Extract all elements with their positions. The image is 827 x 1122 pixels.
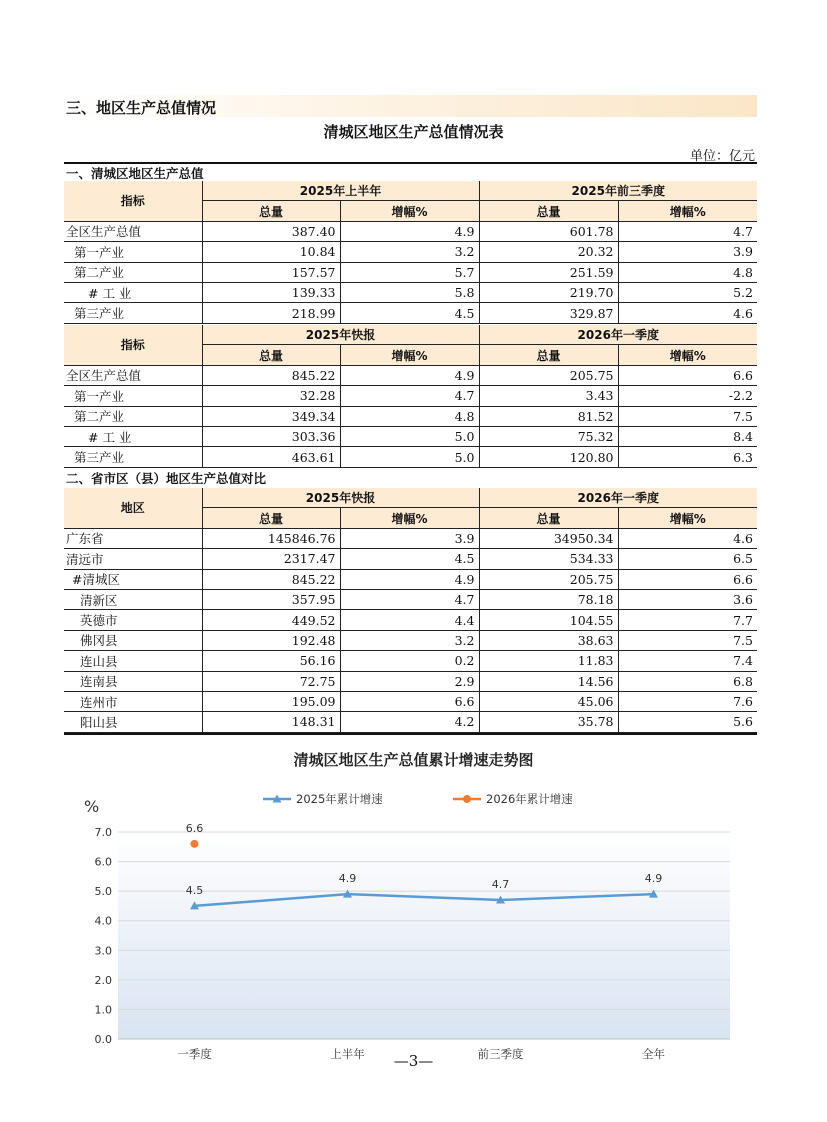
cell-a-total: 192.48: [202, 630, 340, 650]
cell-a-total: 157.57: [202, 262, 340, 282]
row-label: # 工 业: [64, 282, 202, 302]
cell-a-growth: 4.5: [340, 549, 479, 569]
y-axis-label: %: [84, 797, 100, 816]
data-label: 4.9: [338, 872, 357, 886]
cell-a-total: 72.75: [202, 671, 340, 691]
y-tick-label: 0.0: [94, 1033, 112, 1046]
cell-b-growth: 4.6: [618, 528, 757, 548]
row-label: 第一产业: [64, 242, 202, 262]
row-label: 第二产业: [64, 262, 202, 282]
cell-a-total: 56.16: [202, 651, 340, 671]
cell-a-total: 845.22: [202, 569, 340, 589]
table-row: [64, 671, 757, 691]
header-growth: 增幅%: [340, 508, 479, 528]
row-label: 佛冈县: [64, 630, 202, 650]
cell-b-growth: 6.8: [618, 671, 757, 691]
row-label: 阳山县: [64, 712, 202, 732]
cell-b-growth: 4.8: [618, 262, 757, 282]
table-title: 清城区地区生产总值情况表: [323, 123, 504, 141]
cell-a-total: 349.34: [202, 406, 340, 426]
section-title: 三、地区生产总值情况: [66, 99, 217, 117]
header-growth: 增幅%: [340, 201, 479, 221]
header-growth: 增幅%: [340, 345, 479, 365]
cell-b-total: 329.87: [479, 303, 618, 323]
cell-a-growth: 5.0: [340, 447, 479, 467]
table-header-row: [64, 325, 757, 345]
cell-b-growth: 3.9: [618, 242, 757, 262]
region-comparison-table: [64, 488, 757, 733]
cell-b-total: 75.32: [479, 426, 618, 446]
cell-a-total: 145846.76: [202, 528, 340, 548]
legend-marker: [463, 795, 471, 803]
data-label: 4.9: [644, 872, 663, 886]
cell-a-growth: 5.8: [340, 282, 479, 302]
x-tick-label: 前三季度: [477, 1047, 524, 1061]
table-row: [64, 569, 757, 589]
cell-a-total: 449.52: [202, 610, 340, 630]
cell-a-growth: 4.9: [340, 365, 479, 385]
row-label: 第三产业: [64, 447, 202, 467]
row-label: 连南县: [64, 671, 202, 691]
table-row: [64, 303, 757, 323]
cell-b-growth: 7.6: [618, 691, 757, 711]
header-period-b: 2026年一季度: [479, 325, 757, 345]
cell-b-total: 120.80: [479, 447, 618, 467]
y-tick-label: 6.0: [94, 855, 112, 869]
header-period-a: 2025年上半年: [202, 181, 479, 201]
cell-b-total: 14.56: [479, 671, 618, 691]
table-row: [64, 528, 757, 548]
header-index: 指标: [64, 325, 202, 365]
y-tick-label: 4.0: [94, 914, 112, 928]
cell-b-growth: 6.5: [618, 549, 757, 569]
table-header-row: [64, 181, 757, 201]
cell-a-total: 148.31: [202, 712, 340, 732]
gdp-table-block1: [64, 181, 757, 324]
table-row: [64, 282, 757, 302]
page-number: —3—: [393, 1052, 434, 1070]
header-total: 总量: [202, 508, 340, 528]
table-row: [64, 549, 757, 569]
header-total: 总量: [202, 345, 340, 365]
header-index: 指标: [64, 181, 202, 221]
cell-b-growth: 6.3: [618, 447, 757, 467]
cell-b-total: 205.75: [479, 569, 618, 589]
cell-b-growth: 4.6: [618, 303, 757, 323]
cell-b-growth: 7.5: [618, 406, 757, 426]
part1-title: 一、清城区地区生产总值: [66, 166, 204, 181]
cell-b-growth: 5.2: [618, 282, 757, 302]
cell-a-growth: 3.2: [340, 242, 479, 262]
cell-a-total: 387.40: [202, 221, 340, 241]
header-period-a: 2025年快报: [202, 325, 479, 345]
data-label: 4.5: [185, 883, 204, 897]
table-row: [64, 589, 757, 609]
cell-b-growth: 6.6: [618, 569, 757, 589]
x-tick-label: 上半年: [330, 1047, 365, 1061]
cell-a-growth: 4.9: [340, 569, 479, 589]
legend-entry: 2025年累计增速: [296, 792, 383, 806]
row-label: 连州市: [64, 691, 202, 711]
plot-area: [118, 832, 730, 1039]
rule-bottom: [64, 733, 757, 735]
cell-b-growth: 7.4: [618, 651, 757, 671]
cell-a-total: 218.99: [202, 303, 340, 323]
row-label: 广东省: [64, 528, 202, 548]
table-row: [64, 610, 757, 630]
row-label: 全区生产总值: [64, 365, 202, 385]
row-label: 第三产业: [64, 303, 202, 323]
cell-b-growth: 4.7: [618, 221, 757, 241]
row-label: #清城区: [64, 569, 202, 589]
data-label: 6.6: [185, 821, 204, 835]
row-label: 清新区: [64, 589, 202, 609]
cell-a-total: 195.09: [202, 691, 340, 711]
cell-b-total: 205.75: [479, 365, 618, 385]
row-label: 全区生产总值: [64, 221, 202, 241]
table-row: [64, 221, 757, 241]
cell-b-total: 251.59: [479, 262, 618, 282]
cell-b-total: 34950.34: [479, 528, 618, 548]
cell-b-growth: 8.4: [618, 426, 757, 446]
row-label: 英德市: [64, 610, 202, 630]
cell-a-growth: 4.7: [340, 589, 479, 609]
unit-label: 单位：亿元: [689, 149, 755, 164]
cell-a-total: 139.33: [202, 282, 340, 302]
cell-a-growth: 4.8: [340, 406, 479, 426]
header-period-b: 2025年前三季度: [479, 181, 757, 201]
cell-a-growth: 0.2: [340, 651, 479, 671]
y-tick-label: 7.0: [94, 826, 112, 839]
table-row: [64, 365, 757, 385]
chart-title: 清城区地区生产总值累计增速走势图: [293, 751, 534, 769]
table-row: [64, 712, 757, 732]
cell-b-growth: 5.6: [618, 712, 757, 732]
cell-a-growth: 4.4: [340, 610, 479, 630]
y-tick-label: 2.0: [94, 973, 112, 987]
cell-b-total: 20.32: [479, 242, 618, 262]
cell-b-total: 534.33: [479, 549, 618, 569]
table-row: [64, 262, 757, 282]
cell-a-total: 357.95: [202, 589, 340, 609]
cell-b-total: 78.18: [479, 589, 618, 609]
cell-a-growth: 3.2: [340, 630, 479, 650]
cell-b-growth: -2.2: [618, 386, 757, 406]
data-label: 4.7: [491, 878, 510, 892]
cell-a-total: 303.36: [202, 426, 340, 446]
cell-a-growth: 5.7: [340, 262, 479, 282]
cell-a-growth: 3.9: [340, 528, 479, 548]
cell-b-total: 601.78: [479, 221, 618, 241]
header-period-a: 2025年快报: [202, 488, 479, 508]
table-row: [64, 242, 757, 262]
cell-b-total: 45.06: [479, 691, 618, 711]
header-total: 总量: [479, 345, 618, 365]
table-header-row: [64, 488, 757, 508]
table-row: [64, 406, 757, 426]
cell-b-total: 35.78: [479, 712, 618, 732]
header-total: 总量: [202, 201, 340, 221]
x-tick-label: 全年: [642, 1047, 665, 1061]
growth-trend-chart: [60, 780, 750, 1061]
cell-a-growth: 4.7: [340, 386, 479, 406]
row-label: 第一产业: [64, 386, 202, 406]
cell-a-total: 32.28: [202, 386, 340, 406]
header-growth: 增幅%: [618, 201, 757, 221]
header-growth: 增幅%: [618, 508, 757, 528]
header-growth: 增幅%: [618, 345, 757, 365]
y-tick-label: 5.0: [94, 885, 112, 899]
cell-b-total: 3.43: [479, 386, 618, 406]
table-row: [64, 630, 757, 650]
cell-b-total: 219.70: [479, 282, 618, 302]
y-tick-label: 3.0: [94, 944, 112, 958]
cell-a-growth: 2.9: [340, 671, 479, 691]
table-row: [64, 386, 757, 406]
cell-b-total: 81.52: [479, 406, 618, 426]
cell-a-growth: 4.9: [340, 221, 479, 241]
data-point: [191, 840, 199, 848]
row-label: 清远市: [64, 549, 202, 569]
cell-a-total: 10.84: [202, 242, 340, 262]
cell-a-total: 463.61: [202, 447, 340, 467]
legend-entry: 2026年累计增速: [486, 792, 573, 806]
header-total: 总量: [479, 201, 618, 221]
cell-b-growth: 3.6: [618, 589, 757, 609]
cell-a-total: 2317.47: [202, 549, 340, 569]
header-period-b: 2026年一季度: [479, 488, 757, 508]
table-row: [64, 426, 757, 446]
header-total: 总量: [479, 508, 618, 528]
cell-a-total: 845.22: [202, 365, 340, 385]
row-label: 连山县: [64, 651, 202, 671]
y-tick-label: 1.0: [94, 1003, 112, 1017]
cell-a-growth: 4.2: [340, 712, 479, 732]
cell-b-total: 11.83: [479, 651, 618, 671]
table-row: [64, 447, 757, 467]
table-row: [64, 651, 757, 671]
cell-b-growth: 7.5: [618, 630, 757, 650]
gdp-table-block2: [64, 325, 757, 468]
cell-a-growth: 6.6: [340, 691, 479, 711]
cell-a-growth: 4.5: [340, 303, 479, 323]
part2-title: 二、省市区（县）地区生产总值对比: [66, 471, 267, 486]
cell-b-growth: 6.6: [618, 365, 757, 385]
row-label: # 工 业: [64, 426, 202, 446]
row-label: 第二产业: [64, 406, 202, 426]
table-row: [64, 691, 757, 711]
header-region: 地区: [64, 488, 202, 528]
x-tick-label: 一季度: [177, 1047, 212, 1061]
cell-b-total: 104.55: [479, 610, 618, 630]
cell-a-growth: 5.0: [340, 426, 479, 446]
cell-b-total: 38.63: [479, 630, 618, 650]
cell-b-growth: 7.7: [618, 610, 757, 630]
